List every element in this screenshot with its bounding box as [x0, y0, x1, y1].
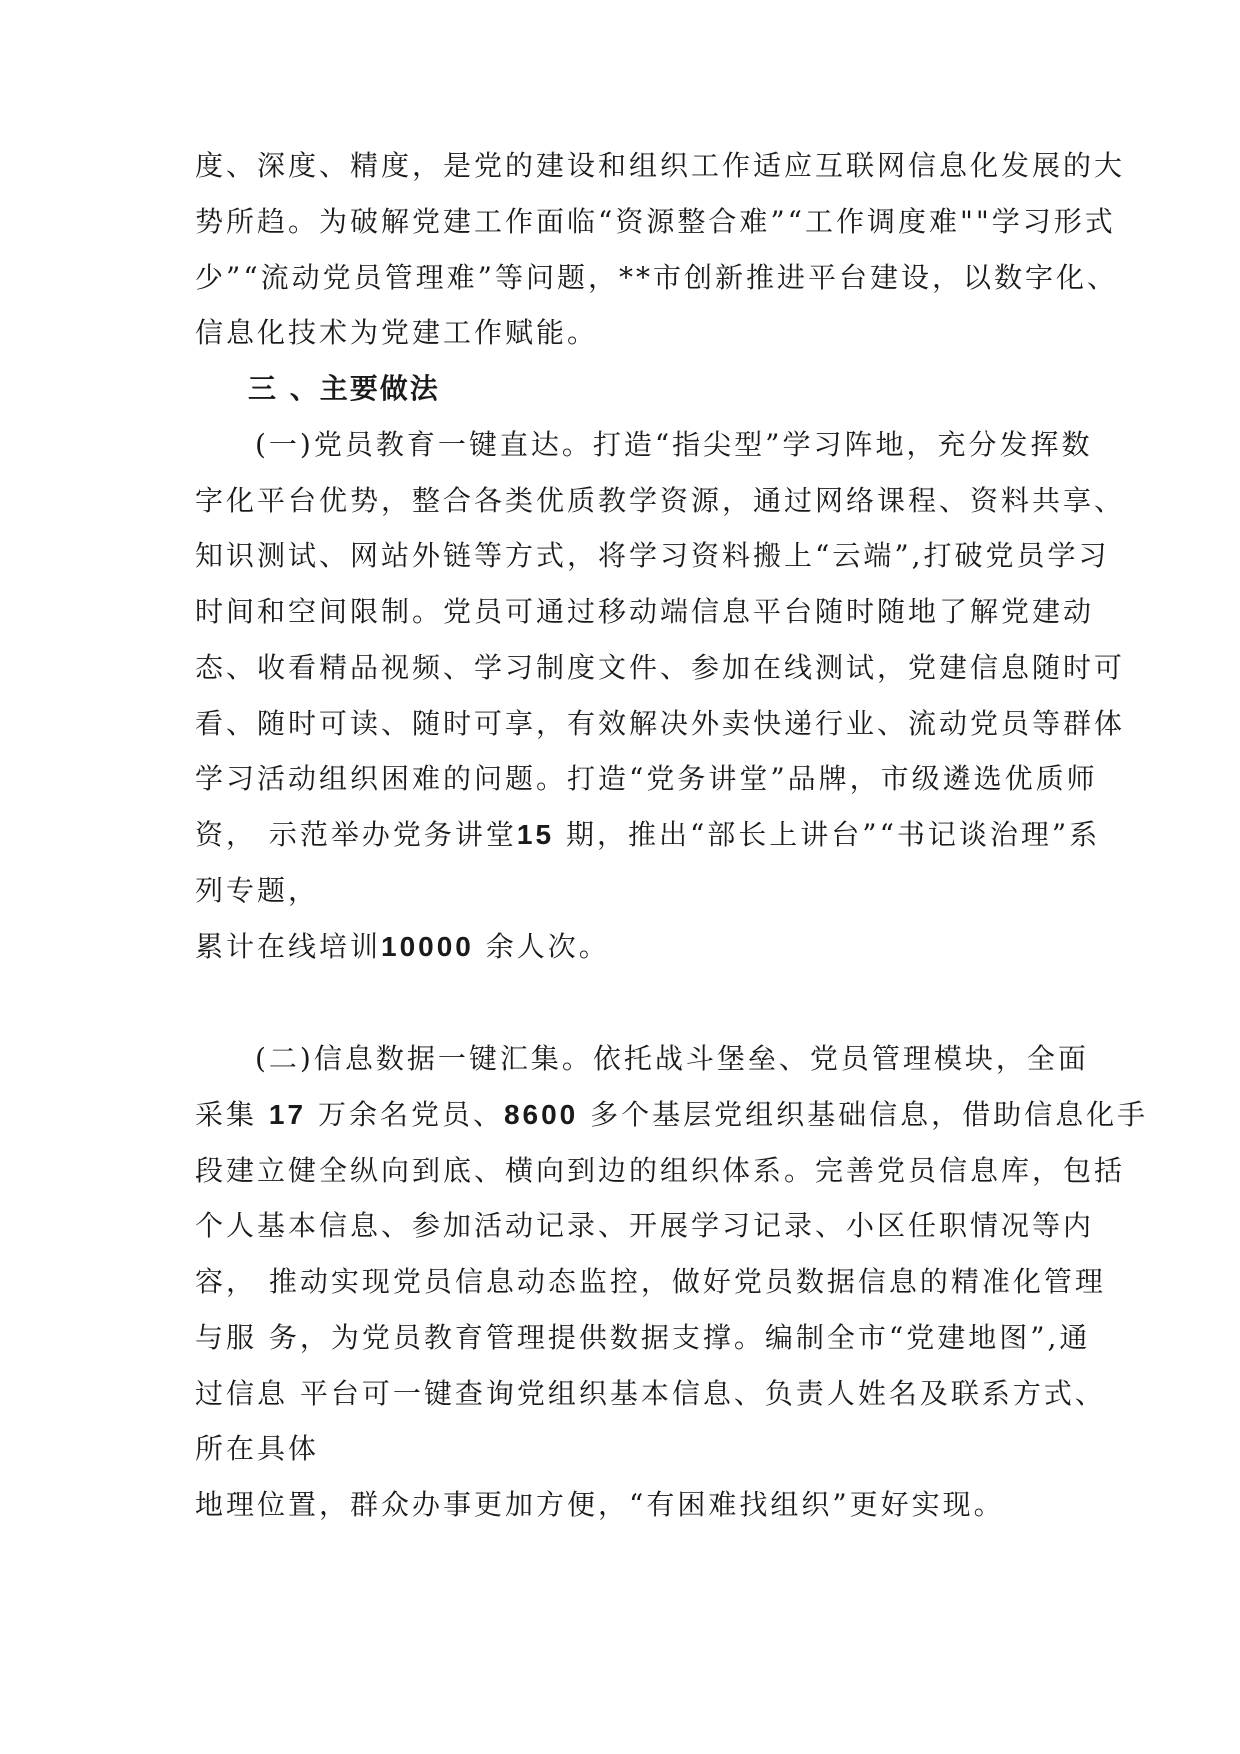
para2-line-9: 地理位置，群众办事更加方便，“有困难找组织”更好实现。 [195, 1488, 1005, 1521]
para1-line-10-text-a: 累计在线培训 [195, 930, 382, 963]
para1-line-10 [195, 927, 610, 967]
intro-line-1: 度、深度、精度，是党的建设和组织工作适应互联网信息化发展的大 [195, 149, 1126, 182]
para2-line-2-number-1: 17 [268, 1099, 307, 1130]
para2-line-5: 容， 推动实现党员信息动态监控，做好党员数据信息的精准化管理 [195, 1265, 1106, 1298]
para2-line-3: 段建立健全纵向到底、横向到边的组织体系。完善党员信息库，包括 [195, 1154, 1126, 1187]
para1-line-8-text-b: 期，推出“部长上讲台”“书记谈治理”系 [554, 818, 1101, 851]
para2-line-4: 个人基本信息、参加活动记录、开展学习记录、小区任职情况等内 [195, 1209, 1095, 1242]
para2-line-7: 过信息 平台可一键查询党组织基本信息、负责人姓名及联系方式、 [195, 1377, 1106, 1410]
section-heading: 三 、主要做法 [248, 372, 440, 405]
para1-line-5: 态、收看精品视频、学习制度文件、参加在线测试，党建信息随时可 [195, 651, 1126, 684]
para2-line-1: (二)信息数据一键汇集。依托战斗堡垒、党员管理模块，全面 [255, 1042, 1089, 1075]
intro-line-3: 少”“流动党员管理难”等问题，**市创新推进平台建设，以数字化、 [195, 261, 1118, 294]
para2-line-2-text-c: 多个基层党组织基础信息，借助信息化手 [578, 1098, 1149, 1131]
para1-line-1: (一)党员教育一键直达。打造“指尖型”学习阵地，充分发挥数 [255, 428, 1093, 461]
para1-line-8-text-a: 资， 示范举办党务讲堂 [195, 818, 517, 851]
para1-line-10-number: 10000 [381, 931, 474, 962]
para2-line-2 [195, 1095, 1148, 1135]
para1-line-2: 字化平台优势，整合各类优质教学资源，通过网络课程、资料共享、 [195, 484, 1126, 517]
para2-line-2-number-2: 8600 [503, 1099, 579, 1130]
para1-line-9: 列专题， [195, 874, 320, 907]
para1-line-8 [195, 815, 1100, 855]
para2-line-8: 所在具体 [195, 1432, 320, 1465]
intro-line-2: 势所趋。为破解党建工作面临“资源整合难”“工作调度难""学习形式 [195, 205, 1116, 238]
intro-line-4: 信息化技术为党建工作赋能。 [195, 316, 599, 349]
para2-line-2-text-b: 万余名党员、 [306, 1098, 504, 1131]
para1-line-8-number: 15 [516, 819, 555, 850]
para1-line-6: 看、随时可读、随时可享，有效解决外卖快递行业、流动党员等群体 [195, 707, 1126, 740]
para1-line-4: 时间和空间限制。党员可通过移动端信息平台随时随地了解党建动 [195, 595, 1095, 628]
para1-line-3: 知识测试、网站外链等方式，将学习资料搬上“云端”,打破党员学习 [195, 539, 1110, 572]
para1-line-7: 学习活动组织困难的问题。打造“党务讲堂”品牌，市级遴选优质师 [195, 762, 1098, 795]
para1-line-10-text-b: 余人次。 [473, 930, 610, 963]
para2-line-2-text-a: 采集 [195, 1098, 269, 1131]
para2-line-6: 与服 务，为党员教育管理提供数据支撑。编制全市“党建地图”,通 [195, 1321, 1091, 1354]
